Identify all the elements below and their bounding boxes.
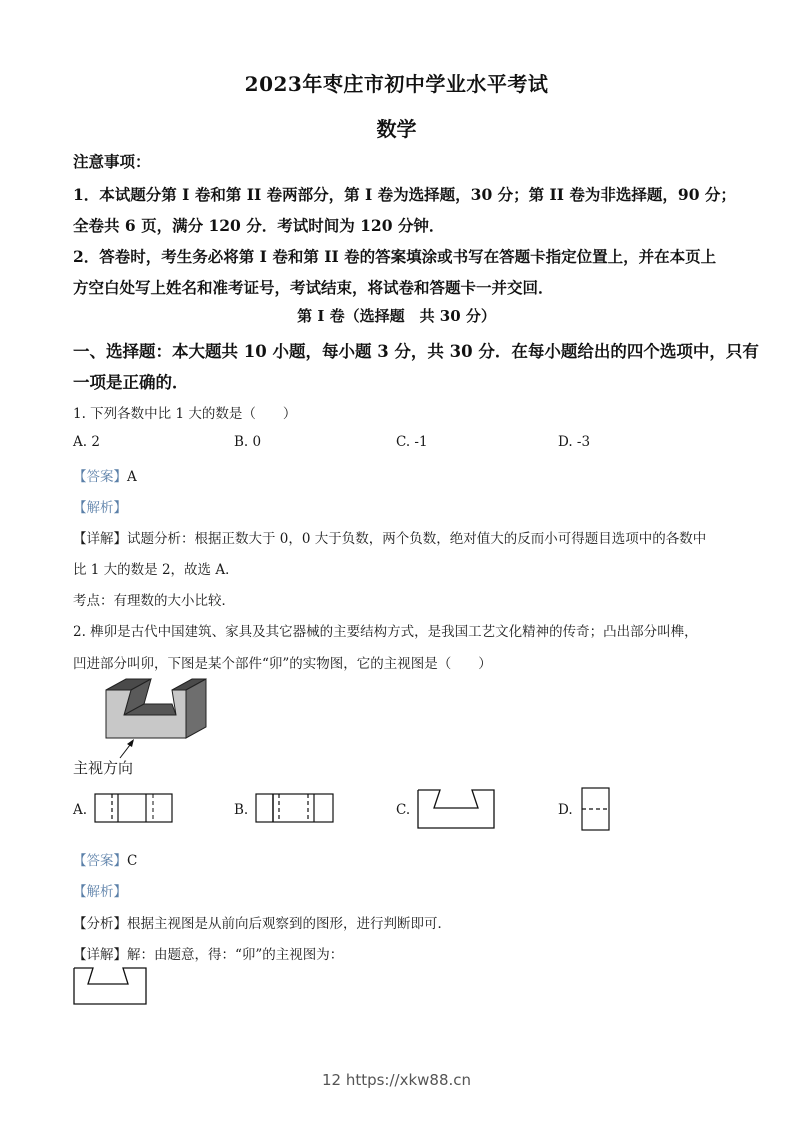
exam-title: 2023年枣庄市初中学业水平考试 (244, 72, 549, 96)
notes-item1-line2: 全卷共 6 页，满分 120 分．考试时间为 120 分钟． (73, 216, 445, 235)
notes-heading: 注意事项： (73, 152, 151, 171)
q2-option-c-label: C. (396, 802, 411, 818)
q1-detail-line2: 比 1 大的数是 2，故选 A． (73, 562, 239, 578)
analysis-tag: 【解析】 (73, 500, 127, 516)
q1-option-c: C. -1 (396, 434, 428, 450)
q1-knowledge-point: 考点：有理数的大小比较． (73, 593, 235, 609)
analysis-label: 【分析】 (73, 916, 127, 932)
view-direction-label: 主视方向 (73, 759, 134, 777)
answer-value: A (127, 469, 137, 485)
q1-stem: 1. 下列各数中比 1 大的数是（ ） (73, 406, 297, 422)
section-heading: 第 I 卷（选择题 共 30 分） (297, 307, 496, 325)
q2-option-a-label: A. (73, 802, 88, 818)
detail-tag: 【详解】 (73, 947, 127, 963)
notes-item1-line1: 1．本试题分第 I 卷和第 II 卷两部分，第 I 卷为选择题，30 分；第 II 卷为非选择题，90 分； (73, 185, 736, 204)
section-instructions-line1: 一、选择题：本大题共 10 小题，每小题 3 分，共 30 分．在每小题给出的四个选项中，只有 (73, 342, 759, 361)
q1-option-d: D. -3 (558, 434, 591, 450)
exam-subject: 数学 (376, 117, 417, 141)
q2-stem-line1: 2. 榫卯是古代中国建筑、家具及其它器械的主要结构方式，是我国工艺文化精神的传奇；凸出部分叫榫， (73, 624, 698, 640)
q1-option-a: A. 2 (73, 434, 100, 450)
analysis-tag: 【解析】 (73, 884, 127, 900)
q2-option-d-label: D. (558, 802, 573, 818)
page-footer: 12 https://xkw88.cn (321, 1071, 472, 1089)
detail-tag: 【详解】 (73, 531, 127, 547)
q1-option-b: B. 0 (234, 434, 262, 450)
answer-tag: 【答案】 (73, 469, 127, 485)
detail-text: 解：由题意，得：“卯”的主视图为： (127, 947, 344, 963)
section-instructions-line2: 一项是正确的． (73, 373, 189, 392)
q2-stem-line2: 凹进部分叫卯，下图是某个部件“卯”的实物图，它的主视图是（ ） (73, 656, 492, 672)
q2-option-b-label: B. (234, 802, 249, 818)
answer-tag: 【答案】 (73, 853, 127, 869)
notes-item2-line1: 2．答卷时，考生务必将第 I 卷和第 II 卷的答案填涂或书写在答题卡指定位置上，并在本页上 (73, 247, 717, 266)
analysis-text: 根据主视图是从前向后观察到的图形，进行判断即可． (127, 916, 451, 932)
detail-text: 试题分析：根据正数大于 0，0 大于负数，两个负数，绝对值大的反而小可得题目选项中的各数中 (127, 531, 707, 547)
answer-value: C (127, 853, 138, 869)
notes-item2-line2: 方空白处写上姓名和准考证号，考试结束，将试卷和答题卡一并交回． (73, 278, 554, 297)
